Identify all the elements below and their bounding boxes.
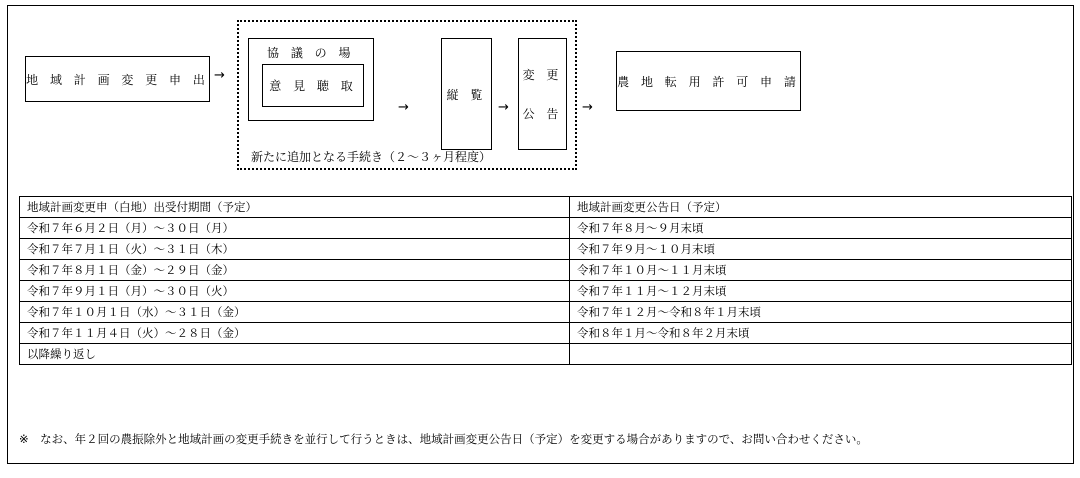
table-cell: 以降繰り返し [20, 344, 570, 365]
table-row [20, 218, 1072, 239]
table-header-row [20, 197, 1072, 218]
table-cell: 令和７年９月～１０月末頃 [570, 239, 1072, 260]
footnote: ※ なお、年２回の農振除外と地域計画の変更手続きを並行して行うときは、地域計画変更公告日（予定）を変更する場合がありますので、お問い合わせください。 [19, 432, 868, 446]
table-row [20, 239, 1072, 260]
flow-step-jyuran-label: 縦 覧 [446, 87, 487, 102]
flow-step-jyuran [441, 38, 492, 150]
flow-step-apply-label: 地 域 計 画 変 更 申 出 [26, 72, 209, 87]
table-row [20, 260, 1072, 281]
kyogi-title: 協 議 の 場 [267, 46, 355, 60]
arrow-3: → [498, 100, 509, 115]
table-row [20, 281, 1072, 302]
flow-step-noten [616, 51, 801, 111]
flow-step-henko-kokoku [518, 38, 567, 150]
schedule-table [19, 196, 1072, 365]
flow-step-noten-label: 農 地 転 用 許 可 申 請 [617, 74, 800, 89]
flow-step-apply [25, 56, 210, 102]
flow-step-henko-label: 変 更 [522, 68, 563, 82]
flow-step-kokoku-label: 公 告 [522, 107, 563, 121]
table-cell: 令和７年１２月～令和８年１月末頃 [570, 302, 1072, 323]
table-cell: 令和７年７月１日（火）～３１日（木） [20, 239, 570, 260]
table-cell: 令和７年１１月４日（火）～２８日（金） [20, 323, 570, 344]
table-row [20, 344, 1072, 365]
table-cell [570, 344, 1072, 365]
table-cell: 令和７年１０月～１１月末頃 [570, 260, 1072, 281]
table-cell: 令和７年９月１日（月）～３０日（火） [20, 281, 570, 302]
table-cell: 令和７年８月１日（金）～２９日（金） [20, 260, 570, 281]
header-cell: 地域計画変更申（白地）出受付期間（予定） [20, 197, 570, 218]
table-cell: 令和８年１月～令和８年２月末頃 [570, 323, 1072, 344]
table-cell: 令和７年６月２日（月）～３０日（月） [20, 218, 570, 239]
arrow-4: → [582, 100, 593, 115]
table-row [20, 323, 1072, 344]
table-cell: 令和７年１０月１日（水）～３１日（金） [20, 302, 570, 323]
arrow-1: → [214, 68, 225, 83]
header-cell: 地域計画変更公告日（予定） [570, 197, 1072, 218]
new-procedure-note: 新たに追加となる手続き（２～３ヶ月程度） [251, 150, 492, 164]
flow-step-iken-label: 意 見 聴 取 [269, 79, 357, 93]
table-row [20, 302, 1072, 323]
table-cell: 令和７年８月～９月末頃 [570, 218, 1072, 239]
table-cell: 令和７年１１月～１２月末頃 [570, 281, 1072, 302]
arrow-2: → [398, 100, 409, 115]
flow-step-iken [262, 64, 364, 107]
